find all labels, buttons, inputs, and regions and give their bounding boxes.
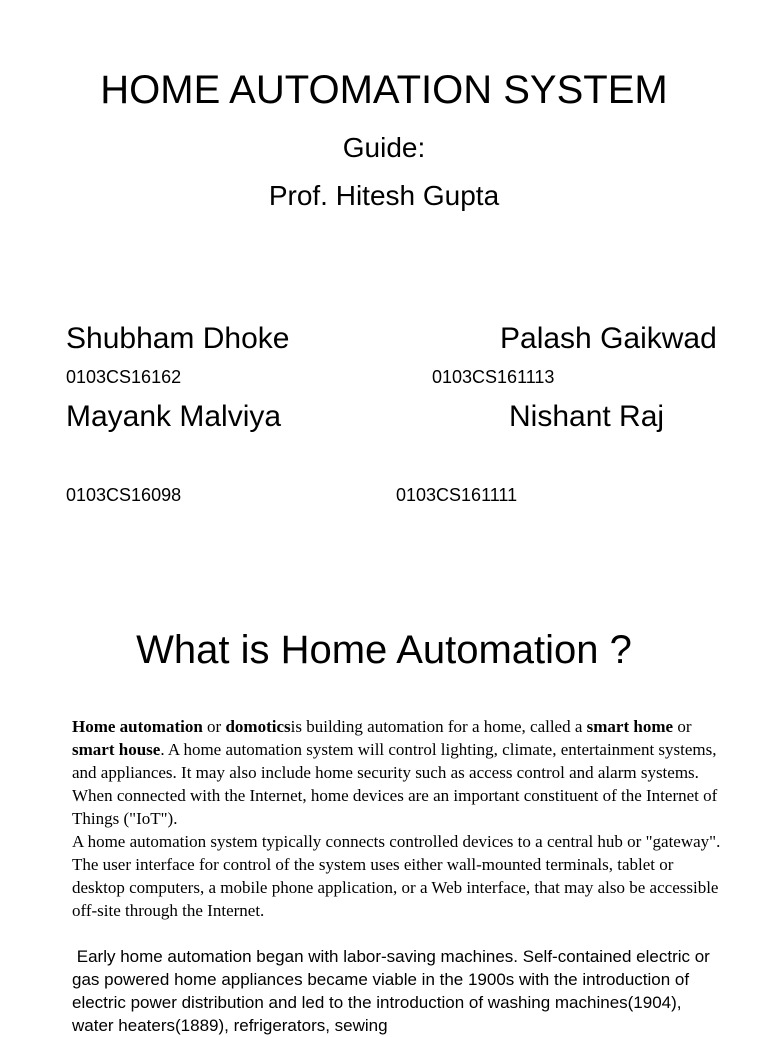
section-title: What is Home Automation ? bbox=[136, 628, 632, 672]
paragraph-hub: A home automation system typically connects controlled devices to a central hub or "gateway". The user interface for control of the system uses either wall-mounted terminals, tablet or desktop computers, a mobile phone application, or a Web interface, that may also be accessible off-site through the Internet. bbox=[72, 832, 721, 920]
term-domotics: domotics bbox=[225, 717, 291, 736]
paragraph-text: . A home automation system will control lighting, climate, entertainment systems, and appliances. It may also include home security such as access control and alarm systems. When connected with the Internet, home devices are an important constituent of the Internet of Things ("IoT"). bbox=[72, 740, 718, 828]
paragraph-text: or bbox=[673, 717, 692, 736]
member-name: Mayank Malviya bbox=[66, 400, 282, 433]
member-id: 0103CS161111 bbox=[396, 485, 518, 505]
paragraph-definition bbox=[72, 715, 722, 830]
member-id: 0103CS16098 bbox=[66, 485, 182, 505]
paragraph-text: Early home automation began with labor-saving machines. Self-contained electric or gas powered home appliances became viable in the 1900s with the introduction of electric power distribution and led to the introduction of washing machines(1904), water heaters(1889), refrigerators, sewing bbox=[72, 947, 710, 1035]
member-id: 0103CS16162 bbox=[66, 367, 182, 387]
term-smart-home: smart home bbox=[586, 717, 674, 736]
paragraph-text: is building automation for a home, called a bbox=[290, 717, 587, 736]
member-name: Shubham Dhoke bbox=[66, 322, 290, 355]
guide-name: Prof. Hitesh Gupta bbox=[268, 180, 500, 211]
document-title: HOME AUTOMATION SYSTEM bbox=[100, 68, 668, 112]
term-smart-house: smart house bbox=[72, 740, 161, 759]
paragraph-text: or bbox=[202, 717, 226, 736]
paragraph-history bbox=[72, 945, 722, 1037]
term-home-automation: Home automation bbox=[72, 717, 203, 736]
member-name: Nishant Raj bbox=[509, 400, 665, 433]
member-name: Palash Gaikwad bbox=[500, 322, 717, 355]
member-id: 0103CS161113 bbox=[432, 367, 555, 387]
guide-label: Guide: bbox=[342, 132, 426, 163]
